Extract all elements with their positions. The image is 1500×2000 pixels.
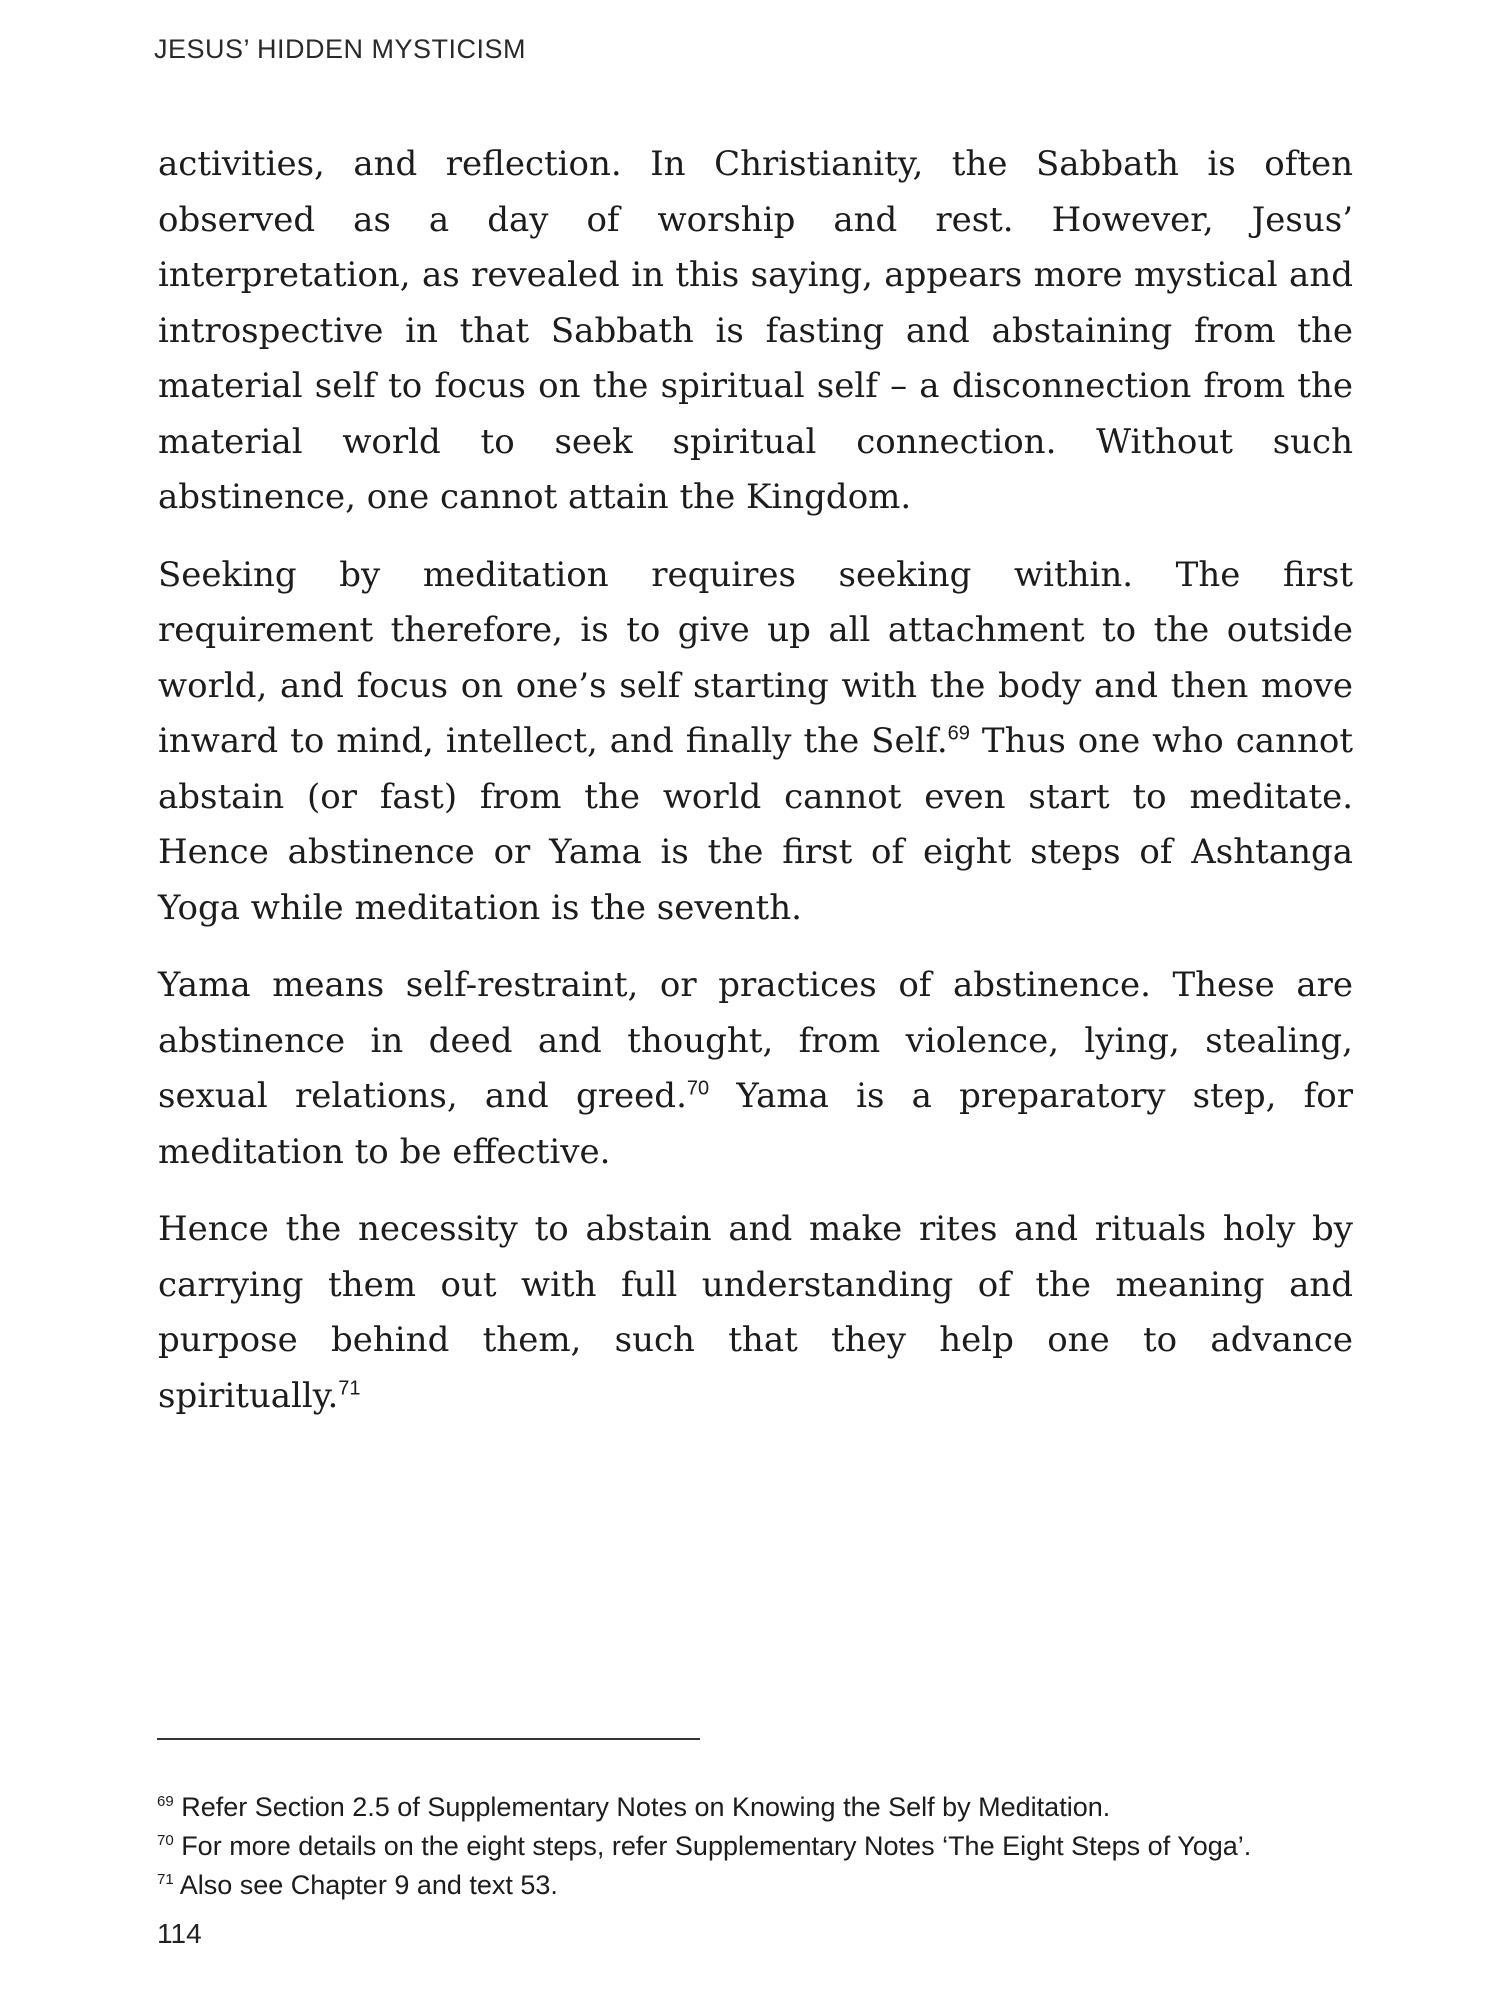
paragraph-seeking [158, 548, 1353, 937]
paragraph-yama-text-a: Yama means self-restraint, or practices of abstinence. These are abstinence in deed and thought, from violence, lying, stealing, sexual relations, and greed. [158, 965, 1353, 1116]
paragraph-abstain-text: Hence the necessity to abstain and make rites and rituals holy by carrying them out with full understanding of the meaning and purpose behind them, such that they help one to advance spiritually. [158, 1209, 1353, 1416]
footnote-number: 70 [157, 1832, 174, 1849]
page-number: 114 [157, 1918, 202, 1949]
paragraph-sabbath: activities, and reflection. In Christianity, the Sabbath is often observed as a day of worship and rest. However, Jesus’ interpretation, as revealed in this saying, appears more mystical and introspective in that Sabbath is fasting and abstaining from the material self to focus on the spiritual self – a disconnection from the material world to seek spiritual connection. Without such abstinence, one cannot attain the Kingdom. [158, 144, 1353, 517]
footnote-number: 71 [157, 1871, 174, 1888]
footnote-ref-71[interactable]: 71 [338, 1377, 361, 1400]
paragraph-yama [158, 958, 1353, 1180]
paragraph-seeking-text-b: Thus one who cannot abstain (or fast) from the world cannot even start to meditate. Hence abstinence or Yama is the first of eight steps of Ashtanga Yoga while meditation is the seventh. [158, 721, 1353, 928]
footnote-69 [157, 1788, 1357, 1827]
footnote-ref-69[interactable]: 69 [947, 722, 970, 745]
paragraph-abstain [158, 1202, 1353, 1424]
footnote-ref-70[interactable]: 70 [686, 1077, 710, 1100]
footnote-71 [157, 1866, 1357, 1905]
paragraph-seeking-text-a: Seeking by meditation requires seeking within. The first requirement therefore, is to give up all attachment to the outside world, and focus on one’s self starting with the body and then move inward to mind, intellect, and finally the Self. [158, 554, 1353, 761]
footnote-text: Refer Section 2.5 of Supplementary Notes on Knowing the Self by Meditation. [173, 1792, 1111, 1822]
footnote-text: For more details on the eight steps, refer Supplementary Notes ‘The Eight Steps of Yoga’. [173, 1831, 1252, 1861]
body-text [158, 137, 1353, 1446]
footnotes [157, 1788, 1357, 1905]
footnote-divider [157, 1738, 700, 1740]
running-head: JESUS’ HIDDEN MYSTICISM [154, 34, 527, 64]
footnote-text: Also see Chapter 9 and text 53. [173, 1870, 558, 1900]
footnote-70 [157, 1827, 1357, 1866]
paragraph-yama-text-b: Yama is a preparatory step, for meditation to be effective. [158, 1076, 1353, 1172]
footnote-number: 69 [157, 1793, 174, 1810]
